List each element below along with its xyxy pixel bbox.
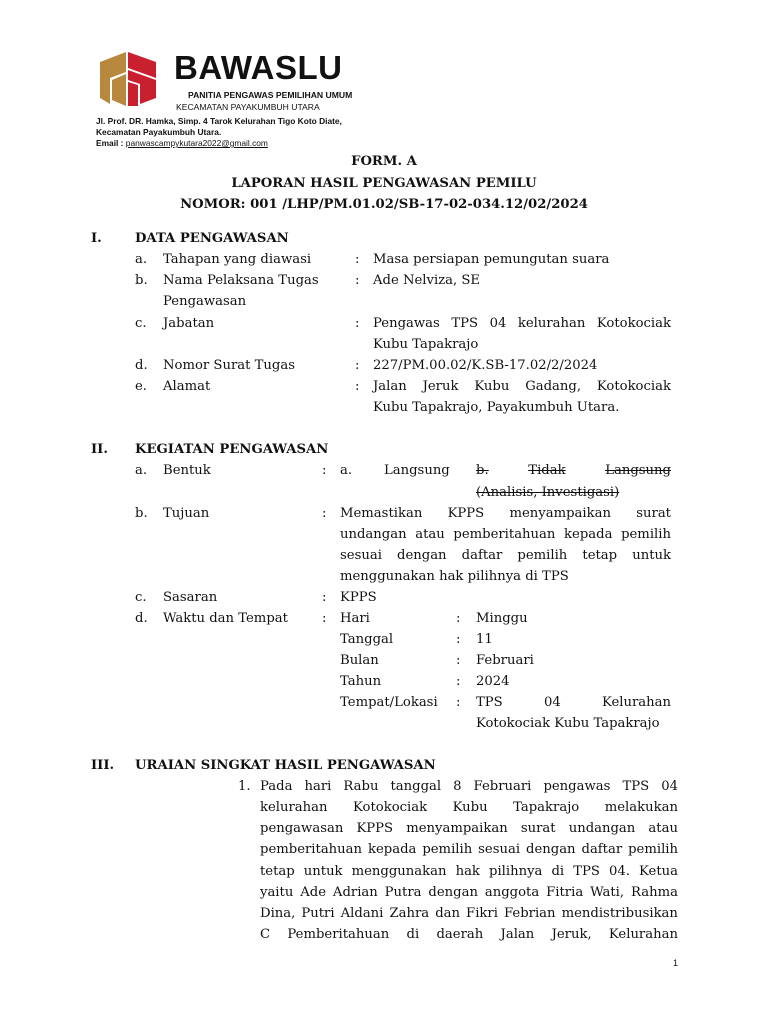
word: di <box>551 863 565 879</box>
word: Kubu <box>452 800 488 815</box>
row-colon: : <box>355 252 360 267</box>
word: melakukan <box>604 800 678 815</box>
word: Ketua <box>639 863 678 879</box>
row-value: KPPS <box>340 590 377 605</box>
paragraph-line <box>260 885 678 900</box>
word: daftar <box>461 548 503 563</box>
word: kepada <box>564 527 613 542</box>
row-label: Nomor Surat Tugas <box>163 358 295 373</box>
row-label: Waktu dan Tempat <box>163 611 288 626</box>
word: Adrian <box>332 884 378 900</box>
word: Ade <box>300 884 327 900</box>
paragraph-line <box>260 821 678 836</box>
row-letter: b. <box>135 506 148 521</box>
word: Jeruk <box>422 379 459 394</box>
paragraph-line <box>260 906 678 921</box>
word: di <box>406 927 420 943</box>
form-title: FORM. A <box>351 154 417 169</box>
word: pengawasan <box>260 821 344 837</box>
sub-colon: : <box>456 632 461 647</box>
row-letter: d. <box>135 611 148 626</box>
section-number: I. <box>91 231 102 246</box>
word: pilihnya <box>489 863 543 879</box>
word: 8 <box>453 779 462 794</box>
address-line2: Kecamatan Payakumbuh Utara. <box>96 127 222 137</box>
row-label: Jabatan <box>163 316 215 331</box>
word: KPPS <box>356 821 394 837</box>
word: b. <box>476 463 489 478</box>
word: pemilih <box>621 527 671 542</box>
section-heading: KEGIATAN PENGAWASAN <box>135 442 329 457</box>
sub-value: Minggu <box>476 611 528 626</box>
word: dengan <box>397 548 447 563</box>
sub-value: 11 <box>476 632 493 647</box>
word: Tapakrajo <box>513 800 580 815</box>
row-colon: : <box>355 273 360 288</box>
word: Kubu <box>474 379 510 394</box>
word: Jalan <box>500 927 535 943</box>
sub-colon: : <box>456 695 461 710</box>
word: anggota <box>484 884 540 900</box>
word: pemberitahuan <box>260 842 363 858</box>
word: TPS <box>476 695 503 710</box>
word: menggunakan <box>351 863 447 879</box>
word: pemilih <box>422 842 473 858</box>
row-label: Nama Pelaksana Tugas <box>163 273 319 288</box>
word: Kelurahan <box>601 695 671 710</box>
option-a-label: Langsung <box>384 463 450 478</box>
word: menyampaikan <box>509 506 611 521</box>
word: atau <box>415 527 445 542</box>
row-letter: a. <box>135 463 148 478</box>
word: undangan <box>568 821 636 837</box>
sub-value-justified <box>476 695 671 710</box>
word: Tidak <box>528 463 566 478</box>
word: pengawas <box>543 779 611 794</box>
option-b-cont: (Analisis, Investigasi) <box>476 485 620 500</box>
word: untuk <box>303 863 343 879</box>
word: KPPS <box>447 506 485 521</box>
row-letter: a. <box>135 252 148 267</box>
word: Kotokociak <box>353 800 428 815</box>
option-b-struck <box>476 463 671 478</box>
sub-label: Tahun <box>340 674 382 689</box>
word: surat <box>636 506 671 521</box>
row-value-justified <box>373 316 671 331</box>
sub-label: Hari <box>340 611 370 626</box>
word: Wati, <box>590 884 625 900</box>
word: dengan <box>526 842 576 858</box>
bawaslu-logo <box>96 48 160 108</box>
row-label: Tahapan yang diawasi <box>163 252 312 267</box>
row-value: Ade Nelviza, SE <box>373 273 481 288</box>
sub-colon: : <box>456 674 461 689</box>
word: kelurahan <box>260 800 328 815</box>
word: Pemberitahuan <box>287 927 390 943</box>
word: pemilih <box>517 548 568 563</box>
word: Fikri <box>466 906 498 921</box>
row-letter: c. <box>135 316 147 331</box>
sub-colon: : <box>456 653 461 668</box>
row-colon: : <box>322 463 327 478</box>
row-value: Masa persiapan pemungutan suara <box>373 252 610 267</box>
word: sesuai <box>478 842 521 858</box>
word: Putra <box>384 884 422 900</box>
row-colon: : <box>322 611 327 626</box>
word: pemberitahuan <box>453 527 556 542</box>
paragraph-line <box>260 927 678 942</box>
row-colon: : <box>355 358 360 373</box>
word: 04 <box>543 695 561 710</box>
row-label: Alamat <box>163 379 211 394</box>
word: 04 <box>489 316 507 331</box>
row-value: 227/PM.00.02/K.SB-17.02/2/2024 <box>373 358 598 373</box>
paragraph-line <box>260 842 678 857</box>
word: 04 <box>661 779 678 794</box>
address-line1: Jl. Prof. DR. Hamka, Simp. 4 Tarok Kelurahan Tigo Koto Diate, <box>96 116 342 126</box>
word: sesuai <box>340 548 382 563</box>
email-label: Email : <box>96 138 124 148</box>
row-value-cont: Kubu Tapakrajo <box>373 337 479 352</box>
item-number: 1. <box>238 779 251 794</box>
word: daerah <box>436 927 484 943</box>
paragraph-line <box>260 800 678 815</box>
sub-colon: : <box>456 611 461 626</box>
option-a-letter: a. <box>340 463 353 478</box>
word: dengan <box>428 884 478 900</box>
row-label-cont: Pengawasan <box>163 294 247 309</box>
row-letter: c. <box>135 590 147 605</box>
word: pemilih <box>628 842 678 858</box>
word: Februari <box>473 779 532 794</box>
word: Zahra <box>389 906 430 921</box>
row-label: Bentuk <box>163 463 211 478</box>
word: atau <box>648 821 678 837</box>
word: kepada <box>367 842 417 858</box>
word: TPS <box>451 316 479 331</box>
org-line2: KECAMATAN PAYAKUMBUH UTARA <box>176 102 320 112</box>
row-colon: : <box>322 506 327 521</box>
row-label: Sasaran <box>163 590 218 605</box>
word: Rahma <box>630 884 678 900</box>
word: hak <box>455 863 480 879</box>
sub-value-cont: Kotokociak Kubu Tapakrajo <box>476 716 660 731</box>
sub-label: Tanggal <box>340 632 394 647</box>
sub-value: Februari <box>476 653 534 668</box>
paragraph-line <box>260 864 678 879</box>
word: Gadang, <box>525 379 582 394</box>
sub-label: Tempat/Lokasi <box>340 695 438 710</box>
word: Kotokociak <box>596 316 671 331</box>
sub-label: Bulan <box>340 653 379 668</box>
row-letter: d. <box>135 358 148 373</box>
word: Pengawas <box>373 316 440 331</box>
word: untuk <box>632 548 671 563</box>
paragraph-line <box>260 779 678 794</box>
report-title: LAPORAN HASIL PENGAWASAN PEMILU <box>231 176 537 191</box>
word: Rabu <box>343 779 379 794</box>
section-heading: URAIAN SINGKAT HASIL PENGAWASAN <box>135 758 436 773</box>
word: Fitria <box>546 884 584 900</box>
word: hari <box>304 779 332 794</box>
row-colon: : <box>355 316 360 331</box>
word: dan <box>435 906 460 921</box>
word: Kotokociak <box>596 379 671 394</box>
section-number: III. <box>91 758 115 773</box>
word: 04. <box>608 863 630 879</box>
bawaslu-logo-icon <box>96 48 160 108</box>
word: Jalan <box>373 379 407 394</box>
word: surat <box>520 821 556 837</box>
tujuan-line1 <box>340 506 671 521</box>
word: Putri <box>301 906 335 921</box>
sub-value: 2024 <box>476 674 510 689</box>
word: Dina, <box>260 906 296 921</box>
section-heading: DATA PENGAWASAN <box>135 231 289 246</box>
word: Langsung <box>605 463 671 478</box>
word: Aldani <box>340 906 384 921</box>
tujuan-line2 <box>340 527 671 542</box>
report-number: NOMOR: 001 /LHP/PM.01.02/SB-17-02-034.12/02/2024 <box>180 197 588 212</box>
word: tetap <box>582 548 618 563</box>
word: Pada <box>260 779 293 794</box>
word: TPS <box>573 863 600 879</box>
word: TPS <box>622 779 650 794</box>
word: Memastikan <box>340 506 423 521</box>
word: undangan <box>340 527 407 542</box>
row-value-cont: Kubu Tapakrajo, Payakumbuh Utara. <box>373 400 620 415</box>
word: kelurahan <box>517 316 586 331</box>
tujuan-line3 <box>340 548 671 563</box>
email-link[interactable]: panwascampykutara2022@gmail.com <box>125 138 268 148</box>
row-letter: e. <box>135 379 147 394</box>
word: tetap <box>260 863 295 879</box>
word: Febrian <box>503 906 556 921</box>
row-label: Tujuan <box>163 506 210 521</box>
org-name: BAWASLU <box>174 49 343 86</box>
org-line1: PANITIA PENGAWAS PEMILIHAN UMUM <box>188 90 353 100</box>
page-number: 1 <box>673 958 679 968</box>
row-value-justified <box>373 379 671 394</box>
tujuan-line4: menggunakan hak pilihnya di TPS <box>340 569 569 584</box>
section-number: II. <box>91 442 108 457</box>
row-colon: : <box>355 379 360 394</box>
word: C <box>260 927 271 943</box>
row-letter: b. <box>135 273 148 288</box>
word: mendistribusikan <box>561 906 678 921</box>
word: daftar <box>581 842 623 858</box>
word: Jeruk, <box>551 927 592 943</box>
word: Kelurahan <box>608 927 678 943</box>
word: menyampaikan <box>406 821 508 837</box>
word: tanggal <box>390 779 442 794</box>
email-line <box>96 138 268 148</box>
row-colon: : <box>322 590 327 605</box>
word: yaitu <box>260 884 294 900</box>
